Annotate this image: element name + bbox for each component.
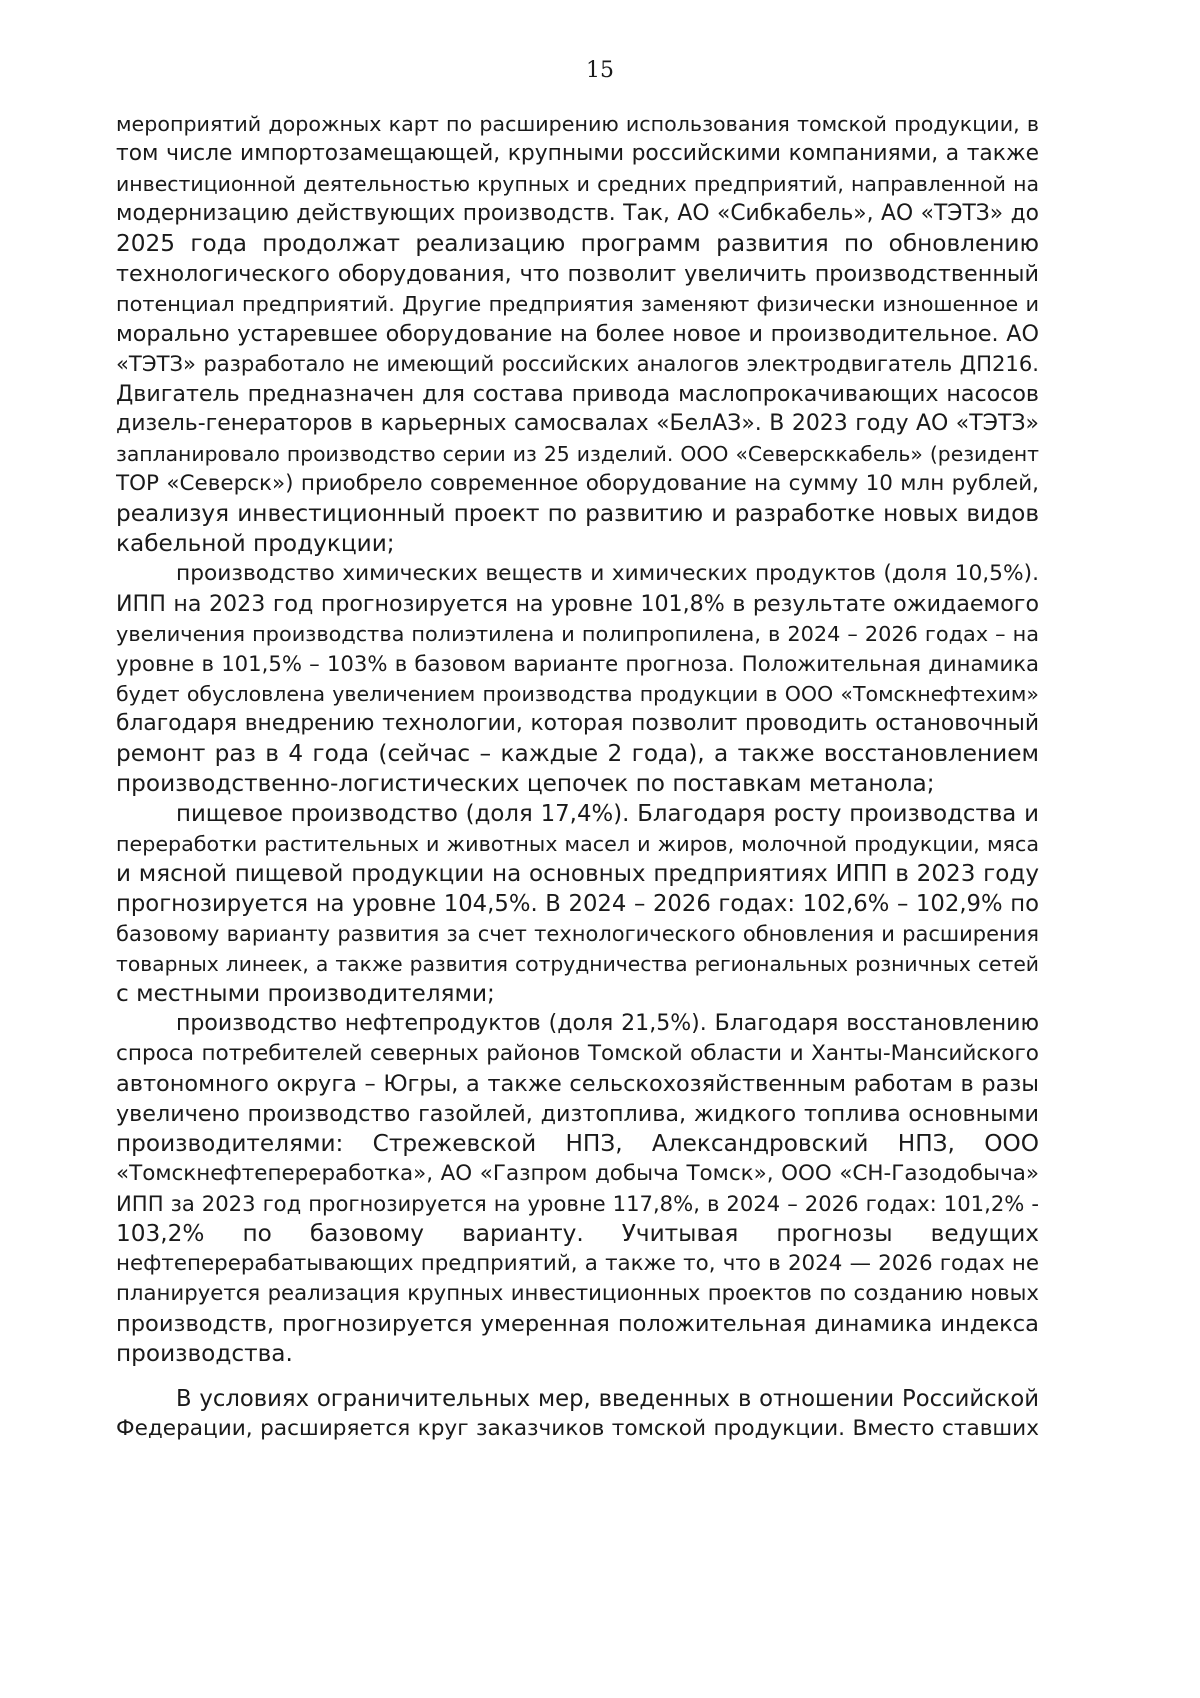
text-line: прогнозируется на уровне 104,5%. В 2024 – 2026 годах: 102,6% – 102,9% по bbox=[116, 891, 1039, 917]
text-line: планируется реализация крупных инвестиционных проектов по созданию новых bbox=[116, 1281, 1039, 1306]
text-line: базовому варианту развития за счет технологического обновления и расширения bbox=[116, 921, 1039, 946]
text-line: морально устаревшее оборудование на более новое и производительное. АО bbox=[116, 321, 1039, 347]
text-line: производственно-логистических цепочек по поставкам метанола; bbox=[116, 770, 935, 797]
text-line: спроса потребителей северных районов Томской области и Ханты-Мансийского bbox=[116, 1041, 1039, 1066]
text-line: кабельной продукции; bbox=[116, 530, 395, 557]
text-line: производителями: Стрежевской НПЗ, Александровский НПЗ, ООО bbox=[116, 1130, 1039, 1157]
text-line: Двигатель предназначен для состава привода маслопрокачивающих насосов bbox=[116, 381, 1039, 407]
text-line: 103,2% по базовому варианту. Учитывая прогнозы ведущих bbox=[116, 1220, 1039, 1247]
text-line: «ТЭТЗ» разработало не имеющий российских аналогов электродвигатель ДП216. bbox=[116, 351, 1039, 376]
text-line: увеличения производства полиэтилена и полипропилена, в 2024 – 2026 годах – на bbox=[116, 622, 1039, 646]
text-line: ИПП за 2023 год прогнозируется на уровне 117,8%, в 2024 – 2026 годах: 101,2% - bbox=[116, 1191, 1039, 1216]
text-line: и мясной пищевой продукции на основных предприятиях ИПП в 2023 году bbox=[116, 861, 1039, 887]
paragraph-first-line: пищевое производство (доля 17,4%). Благодаря росту производства и bbox=[176, 801, 1039, 827]
text-line: уровне в 101,5% – 103% в базовом варианте прогноза. Положительная динамика bbox=[116, 651, 1039, 676]
text-line: том числе импортозамещающей, крупными российскими компаниями, а также bbox=[116, 141, 1039, 166]
text-line: реализуя инвестиционный проект по развитию и разработке новых видов bbox=[116, 500, 1039, 527]
text-line: производства. bbox=[116, 1340, 293, 1367]
text-line: Федерации, расширяется круг заказчиков томской продукции. Вместо ставших bbox=[116, 1416, 1039, 1441]
paragraph-first-line: производство нефтепродуктов (доля 21,5%). Благодаря восстановлению bbox=[176, 1011, 1039, 1036]
text-line: благодаря внедрению технологии, которая позволит проводить остановочный bbox=[116, 711, 1039, 736]
text-line: технологического оборудования, что позволит увеличить производственный bbox=[116, 261, 1039, 287]
text-line: «Томскнефтепереработка», АО «Газпром добыча Томск», ООО «СН-Газодобыча» bbox=[116, 1161, 1039, 1186]
text-line: ИПП на 2023 год прогнозируется на уровне 101,8% в результате ожидаемого bbox=[116, 591, 1039, 617]
text-line: нефтеперерабатывающих предприятий, а также то, что в 2024 — 2026 годах не bbox=[116, 1251, 1039, 1276]
page-number: 15 bbox=[586, 58, 614, 83]
text-line: будет обусловлена увеличением производства продукции в ООО «Томскнефтехим» bbox=[116, 682, 1039, 706]
text-line: производств, прогнозируется умеренная положительная динамика индекса bbox=[116, 1311, 1039, 1337]
text-line: потенциал предприятий. Другие предприятия заменяют физически изношенное и bbox=[116, 292, 1039, 316]
text-line: переработки растительных и животных масел и жиров, молочной продукции, мяса bbox=[116, 832, 1039, 856]
text-line: автономного округа – Югры, а также сельскохозяйственным работам в разы bbox=[116, 1071, 1039, 1097]
text-line: товарных линеек, а также развития сотрудничества региональных розничных сетей bbox=[116, 952, 1039, 976]
text-line: увеличено производство газойлей, дизтоплива, жидкого топлива основными bbox=[116, 1101, 1039, 1127]
paragraph-first-line: В условиях ограничительных мер, введенных в отношении Российской bbox=[176, 1386, 1039, 1412]
text-line: мероприятий дорожных карт по расширению использования томской продукции, в bbox=[116, 112, 1039, 136]
text-line: с местными производителями; bbox=[116, 980, 495, 1007]
text-line: ремонт раз в 4 года (сейчас – каждые 2 года), а также восстановлением bbox=[116, 740, 1039, 767]
text-line: 2025 года продолжат реализацию программ развития по обновлению bbox=[116, 230, 1039, 257]
text-line: дизель-генераторов в карьерных самосвалах «БелАЗ». В 2023 году АО «ТЭТЗ» bbox=[116, 411, 1039, 436]
text-line: инвестиционной деятельностью крупных и средних предприятий, направленной на bbox=[116, 172, 1039, 196]
text-line: ТОР «Северск») приобрело современное оборудование на сумму 10 млн рублей, bbox=[116, 471, 1039, 496]
paragraph-first-line: производство химических веществ и химических продуктов (доля 10,5%). bbox=[176, 561, 1039, 586]
text-line: запланировало производство серии из 25 изделий. ООО «Северсккабель» (резидент bbox=[116, 442, 1039, 466]
text-line: модернизацию действующих производств. Так, АО «Сибкабель», АО «ТЭТЗ» до bbox=[116, 201, 1039, 226]
